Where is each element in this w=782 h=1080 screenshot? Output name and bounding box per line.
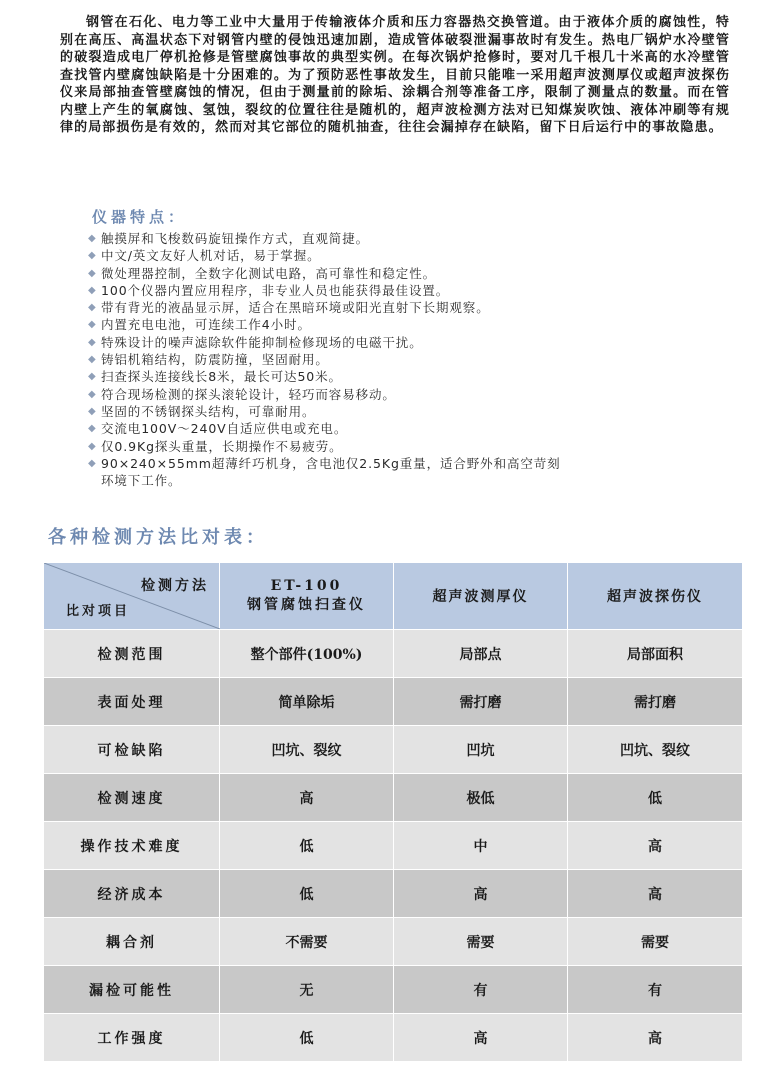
table-cell: 低 <box>568 774 743 822</box>
feature-item: ◆ 90×240×55mm超薄纤巧机身，含电池仅2.5Kg重量，适合野外和高空苛刻 <box>88 455 561 471</box>
feature-item: ◆ 特殊设计的噪声滤除软件能抑制检修现场的电磁干扰。 <box>88 334 423 350</box>
corner-label-method: 检测方法 <box>141 578 209 594</box>
table-row <box>44 870 743 918</box>
feature-item: ◆ 坚固的不锈钢探头结构，可靠耐用。 <box>88 403 316 419</box>
comparison-table <box>43 562 743 1062</box>
table-cell: 低 <box>220 822 394 870</box>
intro-paragraph: 钢管在石化、电力等工业中大量用于传输液体介质和压力容器热交换管道。由于液体介质的腐蚀性，特别在高压、高温状态下对钢管内壁的侵蚀迅速加剧，造成管体破裂泄漏事故时有发生。热电厂锅炉水冷壁管的破裂造成电厂停机抢修是管壁腐蚀事故的典型实例。在每次锅炉抢修时，要对几千根几十米高的水冷壁管查找管内壁腐蚀缺陷是十分困难的。为了预防恶性事故发生，目前只能唯一采用超声波测厚仪或超声波探伤仪来局部抽查管壁腐蚀的情况，但由于测量前的除垢、涂耦合剂等准备工序，限制了测量点的数量。而在管内壁上产生的氧腐蚀、氢蚀，裂纹的位置往往是随机的，超声波检测方法对已知煤炭吹蚀、液体冲刷等有规律的局部损伤是有效的，然而对其它部位的随机抽查，往往会漏掉存在缺陷，留下日后运行中的事故隐患。 <box>60 15 730 135</box>
diamond-bullet-icon: ◆ <box>88 284 97 296</box>
row-label: 可检缺陷 <box>44 726 220 774</box>
feature-item-continuation: 环境下工作。 <box>101 473 182 489</box>
table-cell: 局部点 <box>394 630 568 678</box>
table-cell: 极低 <box>394 774 568 822</box>
diamond-bullet-icon: ◆ <box>88 233 97 244</box>
table-cell: 局部面积 <box>568 630 743 678</box>
table-cell: 高 <box>568 870 743 918</box>
table-cell: 凹坑、裂纹 <box>568 726 743 774</box>
table-row <box>44 630 743 678</box>
feature-item: ◆ 仅0.9Kg探头重量，长期操作不易疲劳。 <box>88 438 343 454</box>
comparison-title: 各种检测方法比对表： <box>48 527 268 548</box>
table-row <box>44 774 743 822</box>
table-cell: 整个部件(100%) <box>220 630 394 678</box>
table-cell: 有 <box>394 966 568 1014</box>
diamond-bullet-icon: ◆ <box>88 440 97 452</box>
features-list <box>88 230 728 489</box>
table-row <box>44 726 743 774</box>
table-cell: 中 <box>394 822 568 870</box>
diamond-bullet-icon: ◆ <box>88 405 97 417</box>
table-row <box>44 822 743 870</box>
table-corner-cell <box>44 563 220 630</box>
table-cell: 需要 <box>394 918 568 966</box>
feature-item: ◆ 带有背光的液晶显示屏，适合在黑暗环境或阳光直射下长期观察。 <box>88 300 490 316</box>
table-cell: 高 <box>568 1014 743 1062</box>
table-row <box>44 966 743 1014</box>
feature-item: ◆ 微处理器控制，全数字化测试电路，高可靠性和稳定性。 <box>88 265 437 281</box>
row-label: 操作技术难度 <box>44 822 220 870</box>
diamond-bullet-icon: ◆ <box>88 319 97 331</box>
row-label: 漏检可能性 <box>44 966 220 1014</box>
table-cell: 高 <box>568 822 743 870</box>
feature-item: ◆ 铸铝机箱结构，防震防撞，坚固耐用。 <box>88 352 329 368</box>
feature-item: ◆ 中文/英文友好人机对话，易于掌握。 <box>88 248 321 264</box>
row-label: 工作强度 <box>44 1014 220 1062</box>
table-cell: 低 <box>220 870 394 918</box>
diamond-bullet-icon: ◆ <box>88 371 97 383</box>
table-cell: 无 <box>220 966 394 1014</box>
row-label: 检测速度 <box>44 774 220 822</box>
row-label: 表面处理 <box>44 678 220 726</box>
row-label: 检测范围 <box>44 630 220 678</box>
feature-item: ◆ 内置充电电池，可连续工作4小时。 <box>88 317 311 333</box>
diamond-bullet-icon: ◆ <box>88 354 97 366</box>
diamond-bullet-icon: ◆ <box>88 250 97 262</box>
diamond-bullet-icon: ◆ <box>88 388 97 400</box>
table-cell: 凹坑、裂纹 <box>220 726 394 774</box>
table-row <box>44 678 743 726</box>
feature-item: ◆ 100个仪器内置应用程序，非专业人员也能获得最佳设置。 <box>88 282 450 298</box>
feature-item: ◆ 触摸屏和飞梭数码旋钮操作方式，直观简捷。 <box>88 231 370 246</box>
table-header-row <box>44 563 743 630</box>
table-row <box>44 1014 743 1062</box>
table-cell: 需要 <box>568 918 743 966</box>
feature-item: ◆ 符合现场检测的探头滚轮设计，轻巧而容易移动。 <box>88 386 396 402</box>
table-cell: 简单除垢 <box>220 678 394 726</box>
feature-item: ◆ 交流电100V～240V自适应供电或充电。 <box>88 421 348 437</box>
column-header-thickness-gauge: 超声波测厚仪 <box>394 563 568 630</box>
table-cell: 有 <box>568 966 743 1014</box>
diagonal-divider <box>44 563 220 629</box>
row-label: 经济成本 <box>44 870 220 918</box>
column-header-flaw-detector: 超声波探伤仪 <box>568 563 743 630</box>
product-name: 钢管腐蚀扫查仪 <box>247 597 366 613</box>
table-row <box>44 918 743 966</box>
features-title: 仪器特点： <box>92 208 188 226</box>
diamond-bullet-icon: ◆ <box>88 457 97 469</box>
feature-item: ◆ 扫查探头连接线长8米，最长可达50米。 <box>88 369 342 385</box>
table-cell: 不需要 <box>220 918 394 966</box>
table-cell: 低 <box>220 1014 394 1062</box>
corner-label-item: 比对项目 <box>66 604 131 619</box>
table-cell: 凹坑 <box>394 726 568 774</box>
diamond-bullet-icon: ◆ <box>88 302 97 314</box>
diamond-bullet-icon: ◆ <box>88 423 97 435</box>
table-cell: 高 <box>394 870 568 918</box>
table-cell: 需打磨 <box>394 678 568 726</box>
table-cell: 高 <box>394 1014 568 1062</box>
diamond-bullet-icon: ◆ <box>88 336 97 348</box>
table-cell: 高 <box>220 774 394 822</box>
diamond-bullet-icon: ◆ <box>88 267 97 279</box>
table-cell: 需打磨 <box>568 678 743 726</box>
product-model: ET-100 <box>270 578 343 594</box>
column-header-et100 <box>220 563 394 630</box>
row-label: 耦合剂 <box>44 918 220 966</box>
